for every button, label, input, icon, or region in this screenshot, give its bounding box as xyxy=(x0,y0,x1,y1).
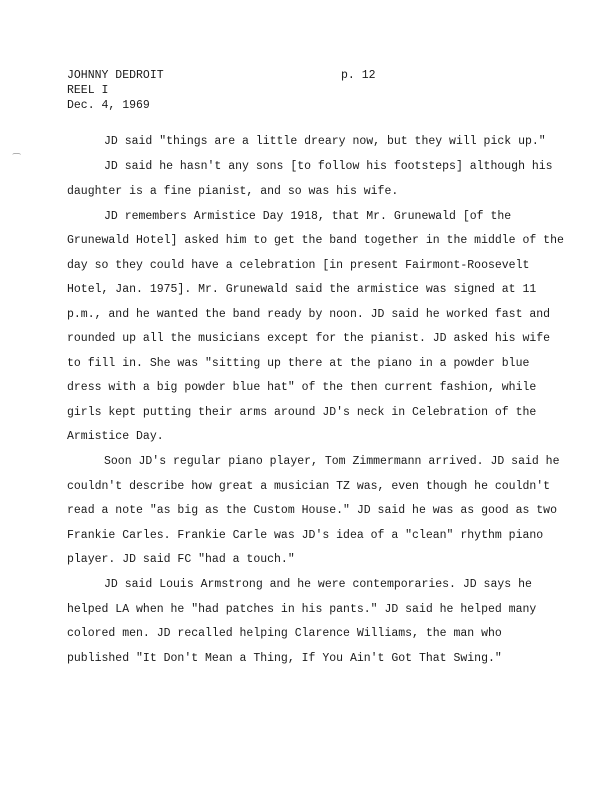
reel-label: REEL I xyxy=(67,84,109,97)
transcript-body xyxy=(67,130,567,672)
interviewee-name: JOHNNY DEDROIT xyxy=(67,69,164,82)
document-header xyxy=(67,68,164,113)
paragraph: JD said he hasn't any sons [to follow his footsteps] although his daughter is a fine pianist, and so was his wife. xyxy=(67,160,553,198)
paragraph: JD remembers Armistice Day 1918, that Mr. Grunewald [of the Grunewald Hotel] asked him to get the band together in the middle of the day so they could have a celebration [in present Fairmont-Roosevelt Hotel, Jan. 1975]. Mr. Grunewald said the armistice was signed at 11 p.m., and he wanted the band ready by noon. JD said he worked fast and rounded up all the musicians except for the pianist. JD asked his wife to fill in. She was "sitting up there at the piano in a powder blue dress with a big powder blue hat" of the then current fashion, while girls kept putting their arms around JD's neck in Celebration of the Armistice Day. xyxy=(67,209,564,443)
page-number: p. 12 xyxy=(341,69,376,82)
paragraph: JD said Louis Armstrong and he were contemporaries. JD says he helped LA when he "had patches in his pants." JD said he helped many colored men. JD recalled helping Clarence Williams, the man who published "It Don't Mean a Thing, If You Ain't Got That Swing." xyxy=(67,578,537,665)
paragraph: Soon JD's regular piano player, Tom Zimmermann arrived. JD said he couldn't describe how great a musician TZ was, even though he couldn't read a note "as big as the Custom House." JD said he was as good as two Frankie Carles. Frankie Carle was JD's idea of a "clean" rhythm piano player. JD said FC "had a touch." xyxy=(67,455,560,566)
paragraph: JD said "things are a little dreary now, but they will pick up." xyxy=(104,135,546,148)
interview-date: Dec. 4, 1969 xyxy=(67,99,150,112)
margin-speck-mark: ⁀ xyxy=(13,154,21,164)
